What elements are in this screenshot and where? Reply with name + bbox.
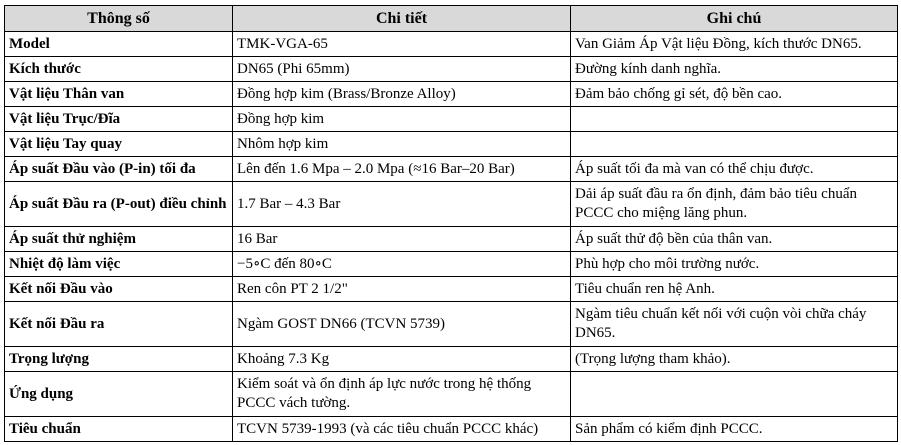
param-cell: Kết nối Đầu vào xyxy=(5,277,233,302)
detail-cell: 16 Bar xyxy=(233,227,571,252)
param-cell: Ứng dụng xyxy=(5,372,233,417)
param-cell: Model xyxy=(5,32,233,57)
detail-cell: Ren côn PT 2 1/2" xyxy=(233,277,571,302)
table-row xyxy=(5,57,898,82)
table-row xyxy=(5,372,898,417)
param-cell: Vật liệu Thân van xyxy=(5,82,233,107)
note-cell: (Trọng lượng tham khảo). xyxy=(571,347,898,372)
table-row xyxy=(5,107,898,132)
detail-cell: 1.7 Bar – 4.3 Bar xyxy=(233,182,571,227)
note-cell: Van Giảm Áp Vật liệu Đồng, kích thước DN65. xyxy=(571,32,898,57)
detail-cell: DN65 (Phi 65mm) xyxy=(233,57,571,82)
note-cell xyxy=(571,132,898,157)
param-cell: Trọng lượng xyxy=(5,347,233,372)
detail-cell: −5∘C đến 80∘C xyxy=(233,252,571,277)
note-cell: Phù hợp cho môi trường nước. xyxy=(571,252,898,277)
note-cell: Đường kính danh nghĩa. xyxy=(571,57,898,82)
param-cell: Kích thước xyxy=(5,57,233,82)
table-row xyxy=(5,302,898,347)
param-cell: Áp suất Đầu vào (P-in) tối đa xyxy=(5,157,233,182)
header-note: Ghi chú xyxy=(571,6,898,32)
note-cell: Áp suất tối đa mà van có thể chịu được. xyxy=(571,157,898,182)
table-header xyxy=(5,6,898,32)
table-row xyxy=(5,82,898,107)
note-cell: Áp suất thử độ bền của thân van. xyxy=(571,227,898,252)
param-cell: Áp suất thử nghiệm xyxy=(5,227,233,252)
param-cell: Áp suất Đầu ra (P-out) điều chỉnh xyxy=(5,182,233,227)
param-cell: Kết nối Đầu ra xyxy=(5,302,233,347)
note-cell: Sản phẩm có kiểm định PCCC. xyxy=(571,417,898,442)
detail-cell: Đồng hợp kim (Brass/Bronze Alloy) xyxy=(233,82,571,107)
param-cell: Vật liệu Trục/Đĩa xyxy=(5,107,233,132)
table-row xyxy=(5,32,898,57)
table-body xyxy=(5,32,898,442)
header-row xyxy=(5,6,898,32)
table-row xyxy=(5,417,898,442)
table-row xyxy=(5,252,898,277)
note-cell: Ngàm tiêu chuẩn kết nối với cuộn vòi chữa cháy DN65. xyxy=(571,302,898,347)
table-row xyxy=(5,157,898,182)
table-row xyxy=(5,347,898,372)
param-cell: Tiêu chuẩn xyxy=(5,417,233,442)
note-cell: Dải áp suất đầu ra ổn định, đảm bảo tiêu chuẩn PCCC cho miệng lăng phun. xyxy=(571,182,898,227)
detail-cell: Nhôm hợp kim xyxy=(233,132,571,157)
table-row xyxy=(5,132,898,157)
table-row xyxy=(5,277,898,302)
param-cell: Nhiệt độ làm việc xyxy=(5,252,233,277)
detail-cell: Khoảng 7.3 Kg xyxy=(233,347,571,372)
note-cell xyxy=(571,107,898,132)
detail-cell: Đồng hợp kim xyxy=(233,107,571,132)
note-cell: Tiêu chuẩn ren hệ Anh. xyxy=(571,277,898,302)
table-row xyxy=(5,182,898,227)
spec-table xyxy=(4,5,898,442)
param-cell: Vật liệu Tay quay xyxy=(5,132,233,157)
note-cell xyxy=(571,372,898,417)
header-param: Thông số xyxy=(5,6,233,32)
detail-cell: TMK-VGA-65 xyxy=(233,32,571,57)
detail-cell: TCVN 5739-1993 (và các tiêu chuẩn PCCC khác) xyxy=(233,417,571,442)
header-detail: Chi tiết xyxy=(233,6,571,32)
detail-cell: Ngàm GOST DN66 (TCVN 5739) xyxy=(233,302,571,347)
note-cell: Đảm bảo chống gỉ sét, độ bền cao. xyxy=(571,82,898,107)
table-row xyxy=(5,227,898,252)
detail-cell: Kiểm soát và ổn định áp lực nước trong hệ thống PCCC vách tường. xyxy=(233,372,571,417)
detail-cell: Lên đến 1.6 Mpa – 2.0 Mpa (≈16 Bar–20 Bar) xyxy=(233,157,571,182)
